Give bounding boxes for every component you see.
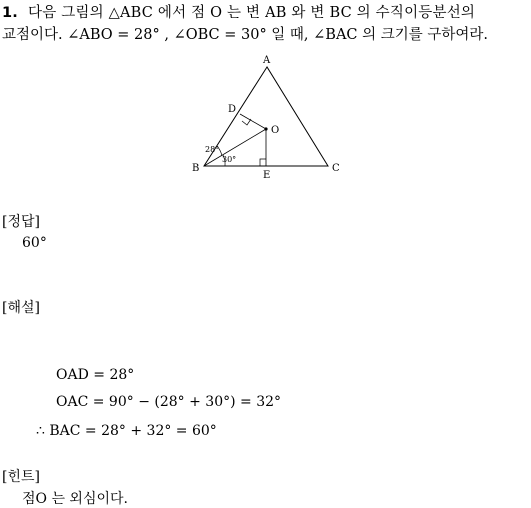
label-e: E xyxy=(263,170,271,181)
question-line-2: 교점이다. ∠ABO = 28° , ∠OBC = 30° 일 때, ∠BAC 의 크기를 구하여라. xyxy=(2,27,489,43)
question-line-1 xyxy=(2,1,475,22)
label-b: B xyxy=(192,163,200,174)
label-d: D xyxy=(228,104,237,115)
angle-label-28: 28° xyxy=(205,145,220,154)
label-a: A xyxy=(263,55,271,66)
solution-heading: [해설] xyxy=(2,300,40,316)
angle-label-30: 30° xyxy=(222,155,237,164)
question-text-1: 다음 그림의 △ABC 에서 점 O 는 변 AB 와 변 BC 의 수직이등분선의 xyxy=(28,5,476,21)
segment-od xyxy=(240,114,266,129)
hint-text: 점O 는 외심이다. xyxy=(22,491,128,507)
label-o: O xyxy=(271,125,280,136)
solution-step-1: OAD = 28° xyxy=(56,367,135,383)
solution-step-3: ∴ BAC = 28° + 32° = 60° xyxy=(36,423,217,439)
hint-heading: [힌트] xyxy=(2,469,40,485)
solution-step-2: OAC = 90° − (28° + 30°) = 32° xyxy=(56,394,282,410)
answer-value: 60° xyxy=(22,235,47,251)
question-number: 1. xyxy=(2,5,18,21)
label-c: C xyxy=(332,163,340,174)
point-o xyxy=(264,127,267,130)
triangle-figure xyxy=(188,55,348,181)
answer-heading: [정답] xyxy=(2,214,40,230)
right-angle-mark-e xyxy=(260,159,266,166)
